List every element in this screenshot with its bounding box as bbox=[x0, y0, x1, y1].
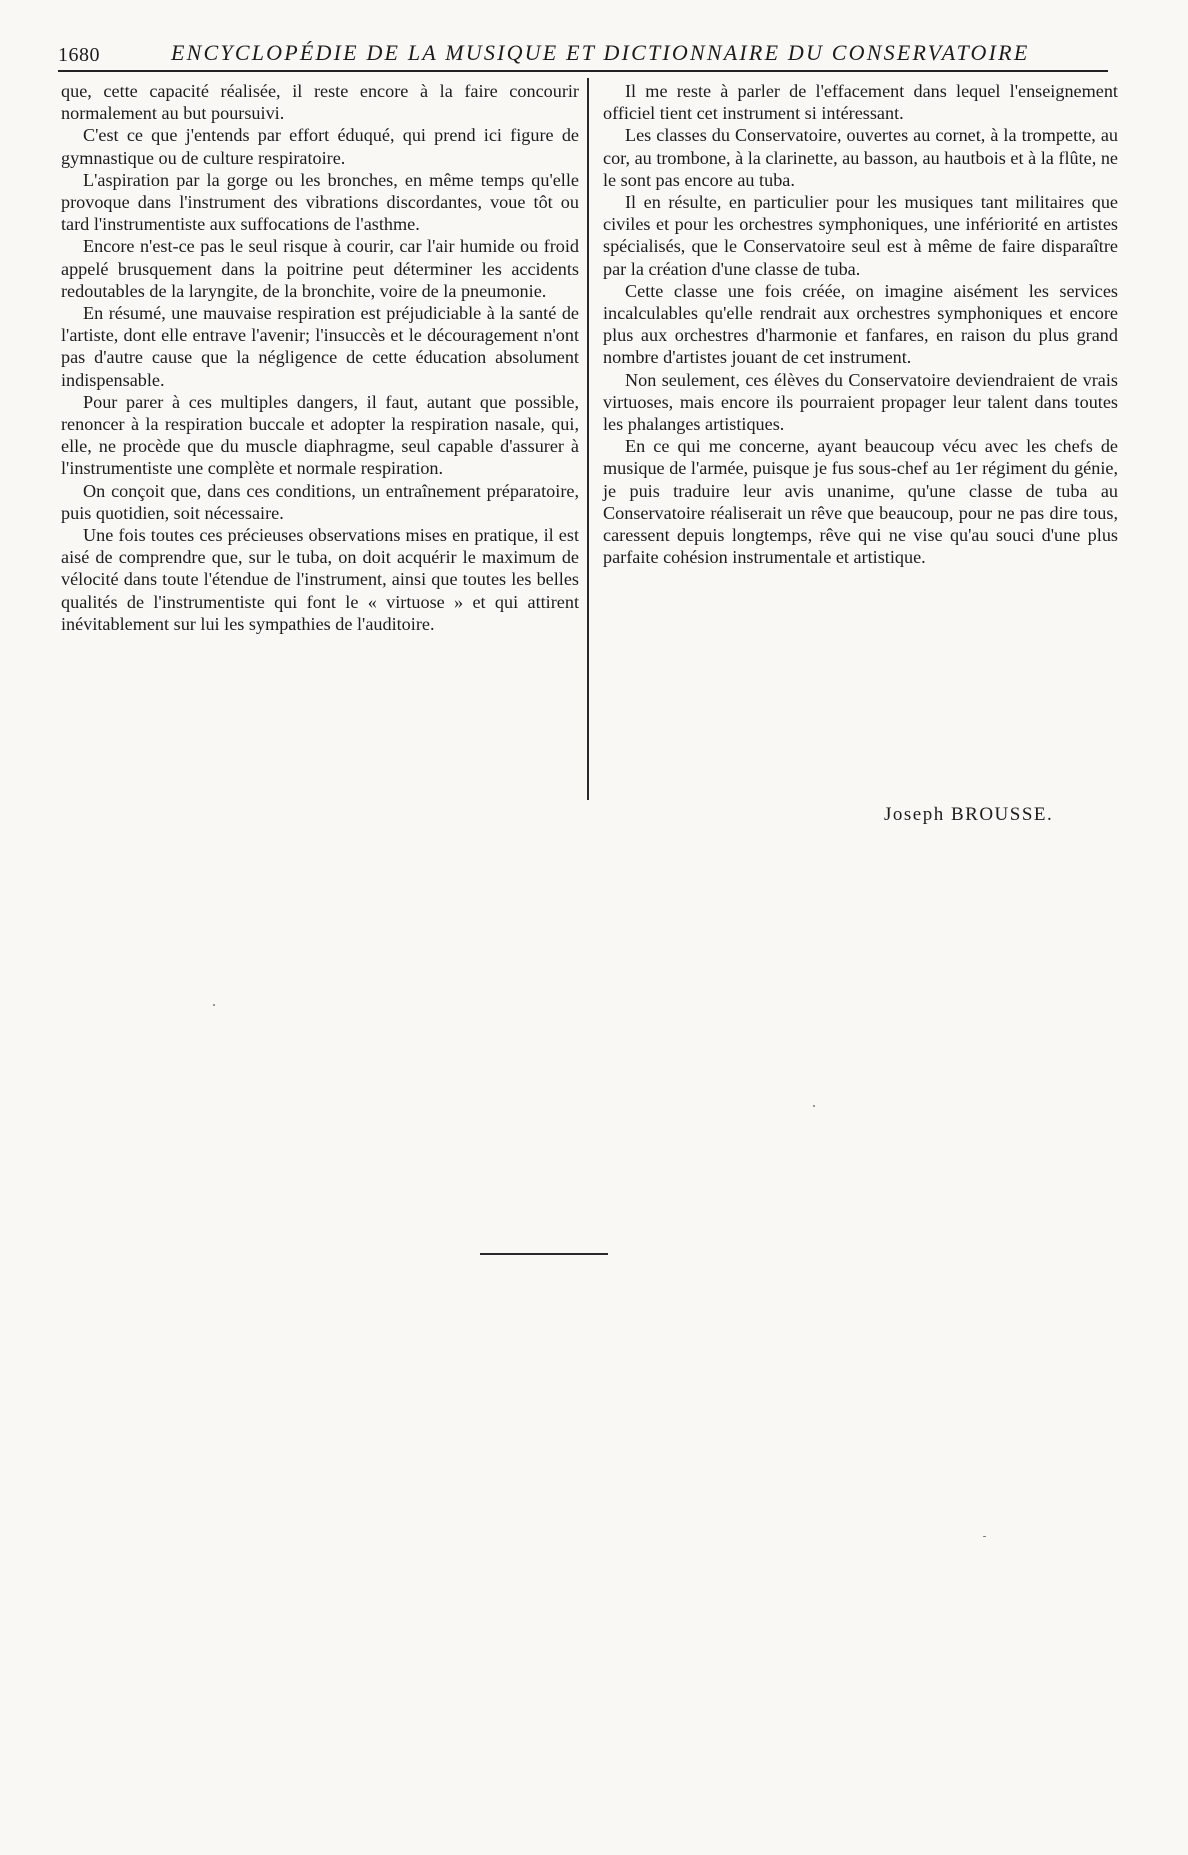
paragraph: On conçoit que, dans ces conditions, un entraînement préparatoire, puis quotidien, soit nécessaire. bbox=[61, 480, 579, 523]
paragraph: Non seulement, ces élèves du Conservatoire deviendraient de vrais virtuoses, mais encore ils pourraient propager leur talent dans toutes les phalanges artistiques. bbox=[603, 369, 1118, 435]
paragraph: Encore n'est-ce pas le seul risque à courir, car l'air humide ou froid appelé brusquement dans la poitrine peut déterminer les accidents redoutables de la laryngite, de la bronchite, voire de la pneumonie. bbox=[61, 236, 579, 301]
column-divider bbox=[587, 78, 589, 800]
paragraph: Cette classe une fois créée, on imagine aisément les services incalculables qu'elle rendrait aux orchestres symphoniques et encore plus aux orchestres d'harmonie et fanfares, en raison du plus grand nombre d'artistes jouant de cet instrument. bbox=[603, 280, 1118, 368]
paragraph: Il me reste à parler de l'effacement dans lequel l'enseignement officiel tient cet instrument si intéressant. bbox=[603, 81, 1118, 124]
paragraph: L'aspiration par la gorge ou les bronches, en même temps qu'elle provoque dans l'instrument des vibrations discordantes, voue tôt ou tard l'instrumentiste aux suffocations de l'asthme. bbox=[61, 169, 579, 235]
paragraph: Pour parer à ces multiples dangers, il faut, autant que possible, renoncer à la respiration buccale et adopter la respiration nasale, qui, elle, ne procède que du muscle diaphragme, seul capable d'assurer à l'instrumentiste une complète et normale respiration. bbox=[61, 391, 579, 479]
paragraph: Une fois toutes ces précieuses observations mises en pratique, il est aisé de comprendre que, sur le tuba, on doit acquérir le maximum de vélocité dans toute l'étendue de l'instrument, ainsi que toutes les belles qualités de l'instrumentiste qui font le « virtuose » et qui attirent inévitablement sur lui les sympathies de l'auditoire. bbox=[61, 525, 579, 634]
scan-speck bbox=[983, 1536, 986, 1537]
paragraph: Les classes du Conservatoire, ouvertes au cornet, à la trompette, au cor, au trombone, à la clarinette, au basson, au hautbois et à la flûte, ne le sont pas encore au tuba. bbox=[603, 125, 1118, 190]
paragraph: En ce qui me concerne, ayant beaucoup vécu avec les chefs de musique de l'armée, puisque je fus sous-chef au 1er régiment du génie, je puis traduire leur avis unanime, qu'une classe de tuba au Conservatoire réaliserait un rêve que beaucoup, pour ne pas dire tous, caressent depuis longtemps, rêve qui ne vise qu'au souci d'une plus parfaite cohésion instrumentale et artistique. bbox=[603, 436, 1118, 568]
scan-speck bbox=[213, 1004, 215, 1006]
running-header bbox=[58, 40, 1108, 72]
paragraph: Il en résulte, en particulier pour les musiques tant militaires que civiles et pour les orchestres symphoniques, une infériorité en artistes spécialisés, que le Conservatoire seul est à même de faire disparaître par la création d'une classe de tuba. bbox=[603, 192, 1118, 279]
left-column bbox=[61, 80, 579, 635]
end-rule bbox=[480, 1253, 608, 1255]
paragraph: C'est ce que j'entends par effort éduqué, qui prend ici figure de gymnastique ou de culture respiratoire. bbox=[61, 125, 579, 168]
paragraph: que, cette capacité réalisée, il reste encore à la faire concourir normalement au but poursuivi. bbox=[61, 81, 579, 124]
right-column bbox=[603, 80, 1118, 568]
page-number: 1680 bbox=[58, 44, 100, 66]
paragraph: En résumé, une mauvaise respiration est préjudiciable à la santé de l'artiste, dont elle entrave l'avenir; l'insuccès et le découragement n'ont pas d'autre cause que la négligence de cette éducation absolument indispensable. bbox=[61, 303, 579, 390]
scan-speck bbox=[813, 1105, 815, 1107]
running-title: ENCYCLOPÉDIE DE LA MUSIQUE ET DICTIONNAIRE DU CONSERVATOIRE bbox=[171, 40, 1030, 65]
author-signature: Joseph BROUSSE. bbox=[884, 804, 1054, 825]
